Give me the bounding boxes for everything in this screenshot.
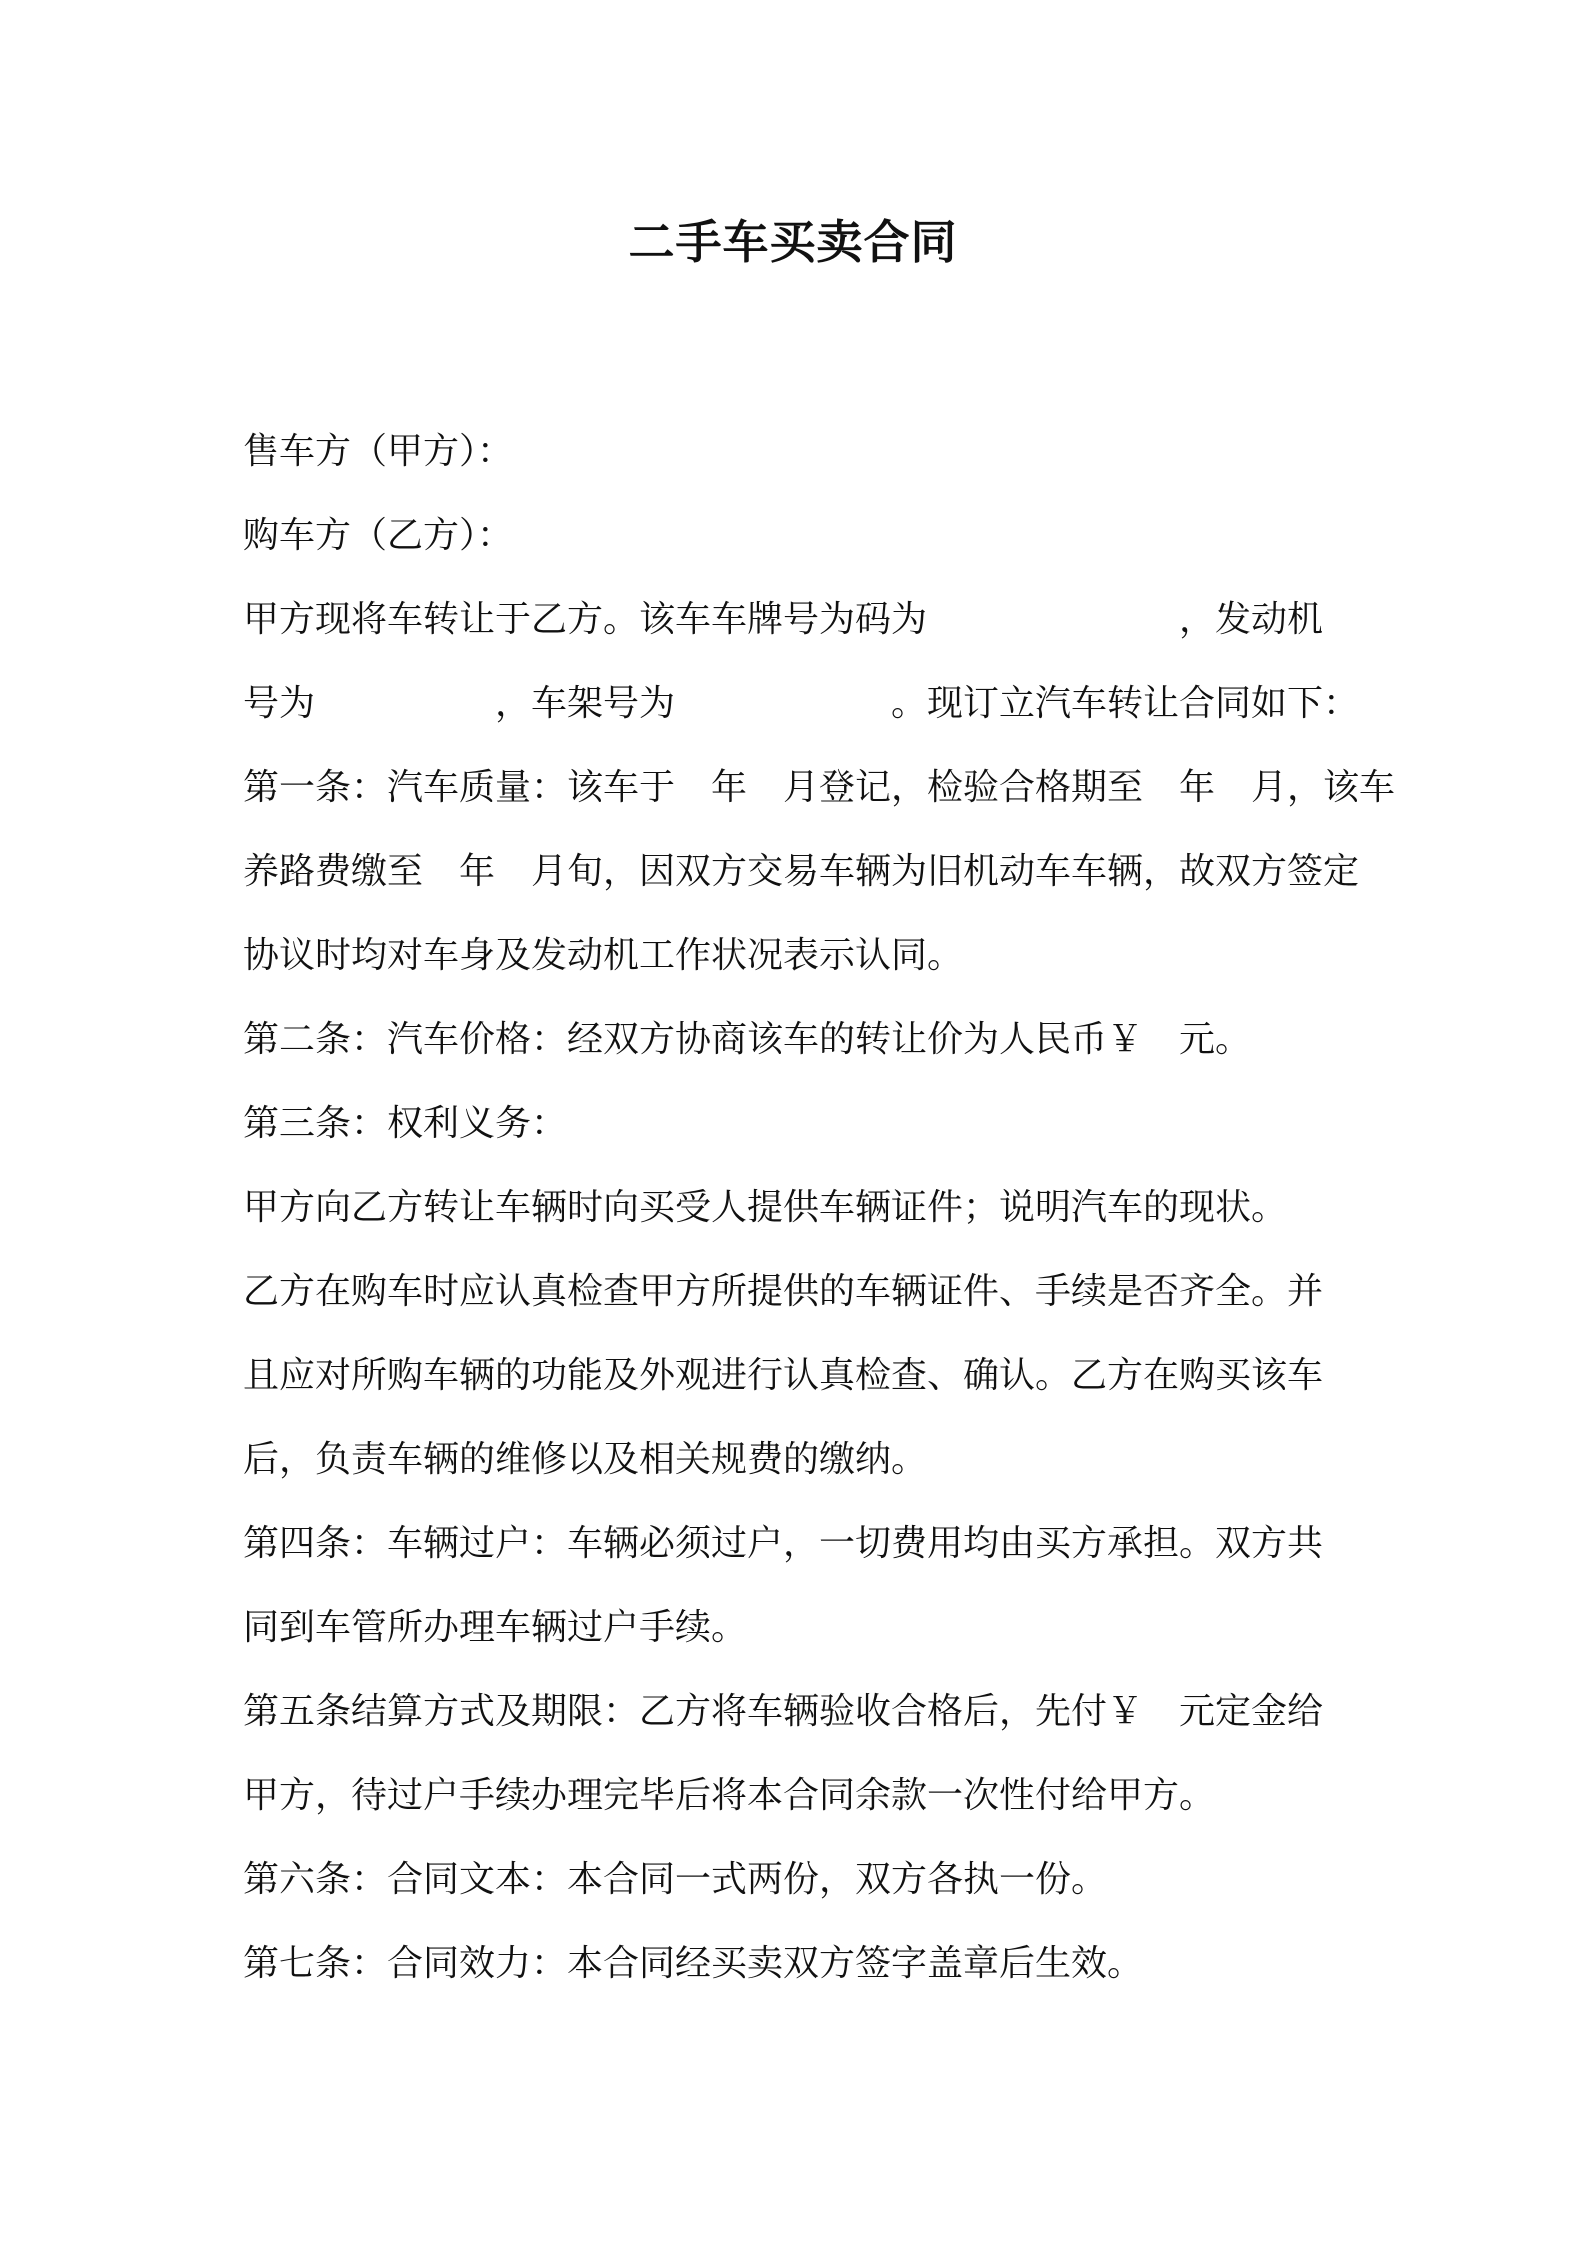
article-3-heading: 第三条：权利义务： (243, 1103, 568, 1144)
article-4-line-2: 同到车管所办理车辆过户手续。 (243, 1607, 748, 1648)
article-3-line-3: 且应对所购车辆的功能及外观进行认真检查、确认。乙方在购买该车 (243, 1355, 1324, 1396)
buyer-line: 购车方（乙方）： (243, 515, 514, 556)
article-3-line-1: 甲方向乙方转让车辆时向买受人提供车辆证件；说明汽车的现状。 (243, 1187, 1288, 1228)
article-3-line-4: 后，负责车辆的维修以及相关规费的缴纳。 (243, 1439, 928, 1480)
transfer-line-2: 号为 ，车架号为 。现订立汽车转让合同如下： (243, 683, 1360, 724)
article-3-line-2: 乙方在购车时应认真检查甲方所提供的车辆证件、手续是否齐全。并 (243, 1271, 1324, 1312)
seller-line: 售车方（甲方）： (243, 431, 514, 472)
contract-body (243, 410, 1396, 2006)
article-1-line-1: 第一条：汽车质量：该车于 年 月登记，检验合格期至 年 月，该车 (243, 767, 1396, 808)
article-1-line-2: 养路费缴至 年 月旬，因双方交易车辆为旧机动车车辆，故双方签定 (243, 851, 1360, 892)
article-5-line-2: 甲方，待过户手续办理完毕后将本合同余款一次性付给甲方。 (243, 1775, 1216, 1816)
article-7-line: 第七条：合同效力：本合同经买卖双方签字盖章后生效。 (243, 1943, 1144, 1984)
article-2-line: 第二条：汽车价格：经双方协商该车的转让价为人民币￥ 元。 (243, 1019, 1252, 1060)
article-5-line-1: 第五条结算方式及期限：乙方将车辆验收合格后，先付￥ 元定金给 (243, 1691, 1324, 1732)
article-1-line-3: 协议时均对车身及发动机工作状况表示认同。 (243, 935, 964, 976)
article-4-line-1: 第四条：车辆过户：车辆必须过户，一切费用均由买方承担。双方共 (243, 1523, 1324, 1564)
document-title: 二手车买卖合同 (628, 215, 958, 269)
article-6-line: 第六条：合同文本：本合同一式两份，双方各执一份。 (243, 1859, 1108, 1900)
transfer-line-1: 甲方现将车转让于乙方。该车车牌号为码为 ，发动机 (243, 599, 1324, 640)
